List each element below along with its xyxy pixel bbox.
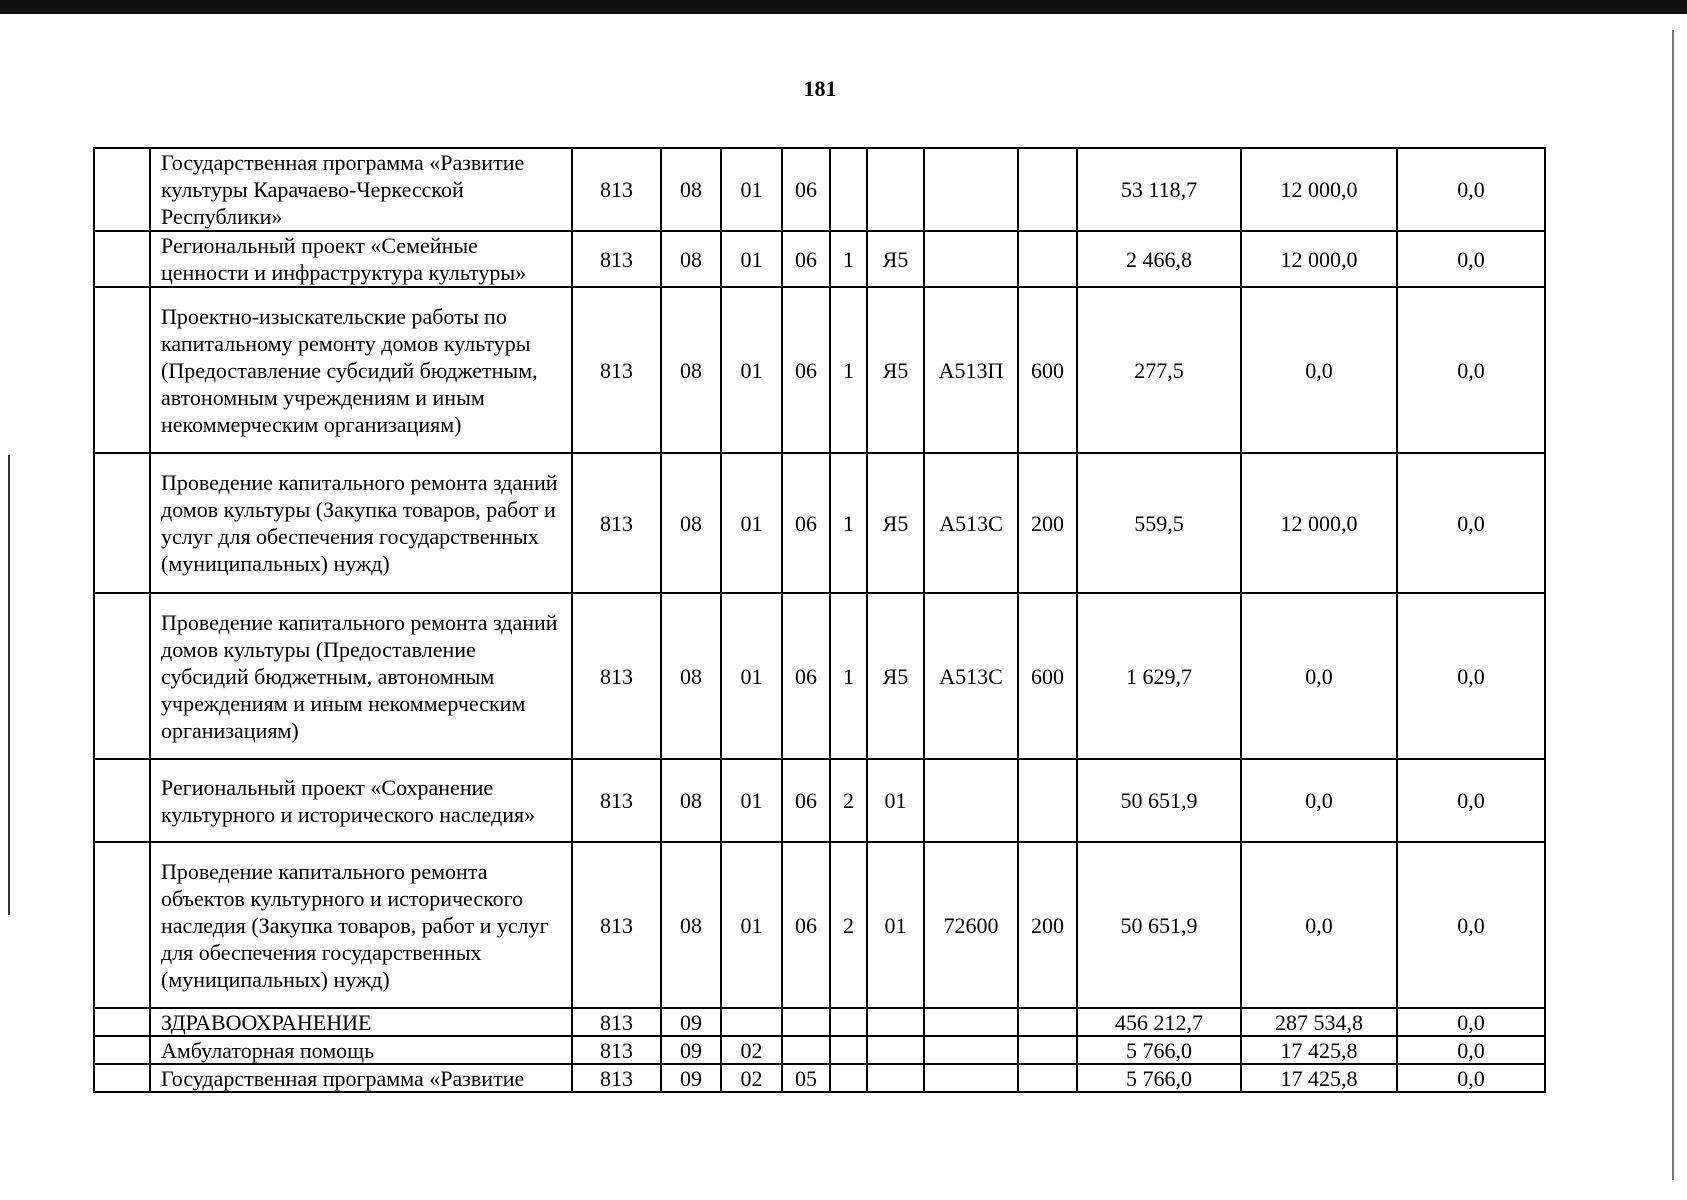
subsection-code: 01 (721, 231, 782, 287)
table-row (94, 231, 1545, 287)
project-code: Я5 (867, 453, 924, 593)
amount-1: 1 629,7 (1077, 593, 1241, 759)
row-index-cell (94, 231, 150, 287)
subprogram-code: 2 (830, 842, 867, 1008)
program-code: 06 (782, 231, 830, 287)
section-code: 09 (661, 1008, 721, 1036)
program-code: 06 (782, 148, 830, 231)
row-name: Проведение капитального ремонта зданий домов культуры (Закупка товаров, работ и услуг для обеспечения государственных (муниципальных) нужд) (150, 453, 572, 593)
ministry-code: 813 (572, 231, 661, 287)
direction-code: А513П (924, 287, 1018, 453)
row-name: Проведение капитального ремонта объектов культурного и исторического наследия (Закупка товаров, работ и услуг для обеспечения государственных (муниципальных) нужд) (150, 842, 572, 1008)
section-code: 08 (661, 593, 721, 759)
ministry-code: 813 (572, 1064, 661, 1092)
amount-2: 17 425,8 (1241, 1064, 1397, 1092)
subsection-code: 01 (721, 148, 782, 231)
amount-2: 287 534,8 (1241, 1008, 1397, 1036)
row-index-cell (94, 148, 150, 231)
section-code: 08 (661, 287, 721, 453)
expense-type-code: 600 (1018, 287, 1077, 453)
subprogram-code (830, 1064, 867, 1092)
subsection-code: 01 (721, 842, 782, 1008)
section-code: 08 (661, 759, 721, 842)
amount-2: 12 000,0 (1241, 148, 1397, 231)
direction-code: А513С (924, 593, 1018, 759)
program-code: 06 (782, 759, 830, 842)
subsection-code: 01 (721, 453, 782, 593)
row-index-cell (94, 1008, 150, 1036)
direction-code: 72600 (924, 842, 1018, 1008)
subprogram-code (830, 1036, 867, 1064)
row-index-cell (94, 842, 150, 1008)
page-number: 181 (803, 76, 837, 101)
table-row (94, 759, 1545, 842)
amount-2: 12 000,0 (1241, 453, 1397, 593)
subsection-code: 02 (721, 1036, 782, 1064)
amount-3: 0,0 (1397, 1064, 1545, 1092)
project-code (867, 1008, 924, 1036)
ministry-code: 813 (572, 1036, 661, 1064)
program-code: 06 (782, 453, 830, 593)
program-code: 06 (782, 287, 830, 453)
table-row (94, 148, 1545, 231)
amount-2: 0,0 (1241, 287, 1397, 453)
amount-1: 5 766,0 (1077, 1036, 1241, 1064)
program-code: 06 (782, 593, 830, 759)
table-row (94, 287, 1545, 453)
amount-3: 0,0 (1397, 231, 1545, 287)
subprogram-code: 1 (830, 453, 867, 593)
scan-margin-mark-right (1672, 30, 1674, 1180)
amount-2: 0,0 (1241, 593, 1397, 759)
ministry-code: 813 (572, 842, 661, 1008)
row-index-cell (94, 1064, 150, 1092)
subprogram-code: 1 (830, 593, 867, 759)
amount-3: 0,0 (1397, 453, 1545, 593)
amount-1: 2 466,8 (1077, 231, 1241, 287)
ministry-code: 813 (572, 1008, 661, 1036)
project-code: 01 (867, 842, 924, 1008)
direction-code (924, 1036, 1018, 1064)
row-name: Амбулаторная помощь (150, 1036, 572, 1064)
row-index-cell (94, 759, 150, 842)
ministry-code: 813 (572, 148, 661, 231)
subprogram-code: 1 (830, 287, 867, 453)
direction-code (924, 759, 1018, 842)
project-code: Я5 (867, 231, 924, 287)
section-code: 08 (661, 231, 721, 287)
section-code: 09 (661, 1036, 721, 1064)
amount-2: 0,0 (1241, 842, 1397, 1008)
program-code (782, 1008, 830, 1036)
amount-3: 0,0 (1397, 759, 1545, 842)
row-name: Государственная программа «Развитие (150, 1064, 572, 1092)
expense-type-code (1018, 148, 1077, 231)
subprogram-code (830, 1008, 867, 1036)
subsection-code: 01 (721, 287, 782, 453)
subprogram-code (830, 148, 867, 231)
amount-3: 0,0 (1397, 148, 1545, 231)
table-row (94, 1008, 1545, 1036)
table-row (94, 1036, 1545, 1064)
program-code (782, 1036, 830, 1064)
row-name: Региональный проект «Семейные ценности и инфраструктура культуры» (150, 231, 572, 287)
ministry-code: 813 (572, 453, 661, 593)
section-code: 08 (661, 148, 721, 231)
amount-2: 0,0 (1241, 759, 1397, 842)
amount-1: 53 118,7 (1077, 148, 1241, 231)
project-code: 01 (867, 759, 924, 842)
expense-type-code (1018, 759, 1077, 842)
expense-type-code (1018, 1036, 1077, 1064)
amount-3: 0,0 (1397, 287, 1545, 453)
amount-3: 0,0 (1397, 593, 1545, 759)
project-code: Я5 (867, 287, 924, 453)
amount-1: 5 766,0 (1077, 1064, 1241, 1092)
row-name: Проектно-изыскательские работы по капитальному ремонту домов культуры (Предоставление субсидий бюджетным, автономным учреждениям и иным некоммерческим организациям) (150, 287, 572, 453)
row-index-cell (94, 1036, 150, 1064)
direction-code (924, 1008, 1018, 1036)
project-code: Я5 (867, 593, 924, 759)
table-row (94, 1064, 1545, 1092)
subsection-code: 01 (721, 759, 782, 842)
table-row (94, 842, 1545, 1008)
row-index-cell (94, 453, 150, 593)
subsection-code: 02 (721, 1064, 782, 1092)
direction-code (924, 1064, 1018, 1092)
row-name: Проведение капитального ремонта зданий домов культуры (Предоставление субсидий бюджетным, автономным учреждениям и иным некоммерческим организациям) (150, 593, 572, 759)
program-code: 05 (782, 1064, 830, 1092)
ministry-code: 813 (572, 593, 661, 759)
expense-type-code: 200 (1018, 842, 1077, 1008)
table-row (94, 593, 1545, 759)
row-name: Региональный проект «Сохранение культурного и исторического наследия» (150, 759, 572, 842)
row-index-cell (94, 593, 150, 759)
table-row (94, 453, 1545, 593)
section-code: 08 (661, 453, 721, 593)
project-code (867, 1064, 924, 1092)
amount-2: 12 000,0 (1241, 231, 1397, 287)
row-name: ЗДРАВООХРАНЕНИЕ (150, 1008, 572, 1036)
amount-1: 559,5 (1077, 453, 1241, 593)
amount-3: 0,0 (1397, 1008, 1545, 1036)
subprogram-code: 2 (830, 759, 867, 842)
amount-1: 277,5 (1077, 287, 1241, 453)
budget-table (93, 147, 1546, 1093)
project-code (867, 1036, 924, 1064)
expense-type-code: 200 (1018, 453, 1077, 593)
row-name: Государственная программа «Развитие культуры Карачаево-Черкесской Республики» (150, 148, 572, 231)
expense-type-code (1018, 1064, 1077, 1092)
expense-type-code: 600 (1018, 593, 1077, 759)
section-code: 08 (661, 842, 721, 1008)
project-code (867, 148, 924, 231)
scan-top-border (0, 0, 1687, 14)
amount-1: 50 651,9 (1077, 842, 1241, 1008)
direction-code (924, 231, 1018, 287)
subsection-code (721, 1008, 782, 1036)
direction-code: А513С (924, 453, 1018, 593)
direction-code (924, 148, 1018, 231)
subprogram-code: 1 (830, 231, 867, 287)
section-code: 09 (661, 1064, 721, 1092)
ministry-code: 813 (572, 759, 661, 842)
expense-type-code (1018, 1008, 1077, 1036)
ministry-code: 813 (572, 287, 661, 453)
amount-3: 0,0 (1397, 1036, 1545, 1064)
amount-1: 50 651,9 (1077, 759, 1241, 842)
scan-margin-mark-left (8, 455, 10, 915)
amount-3: 0,0 (1397, 842, 1545, 1008)
amount-1: 456 212,7 (1077, 1008, 1241, 1036)
program-code: 06 (782, 842, 830, 1008)
expense-type-code (1018, 231, 1077, 287)
row-index-cell (94, 287, 150, 453)
subsection-code: 01 (721, 593, 782, 759)
amount-2: 17 425,8 (1241, 1036, 1397, 1064)
